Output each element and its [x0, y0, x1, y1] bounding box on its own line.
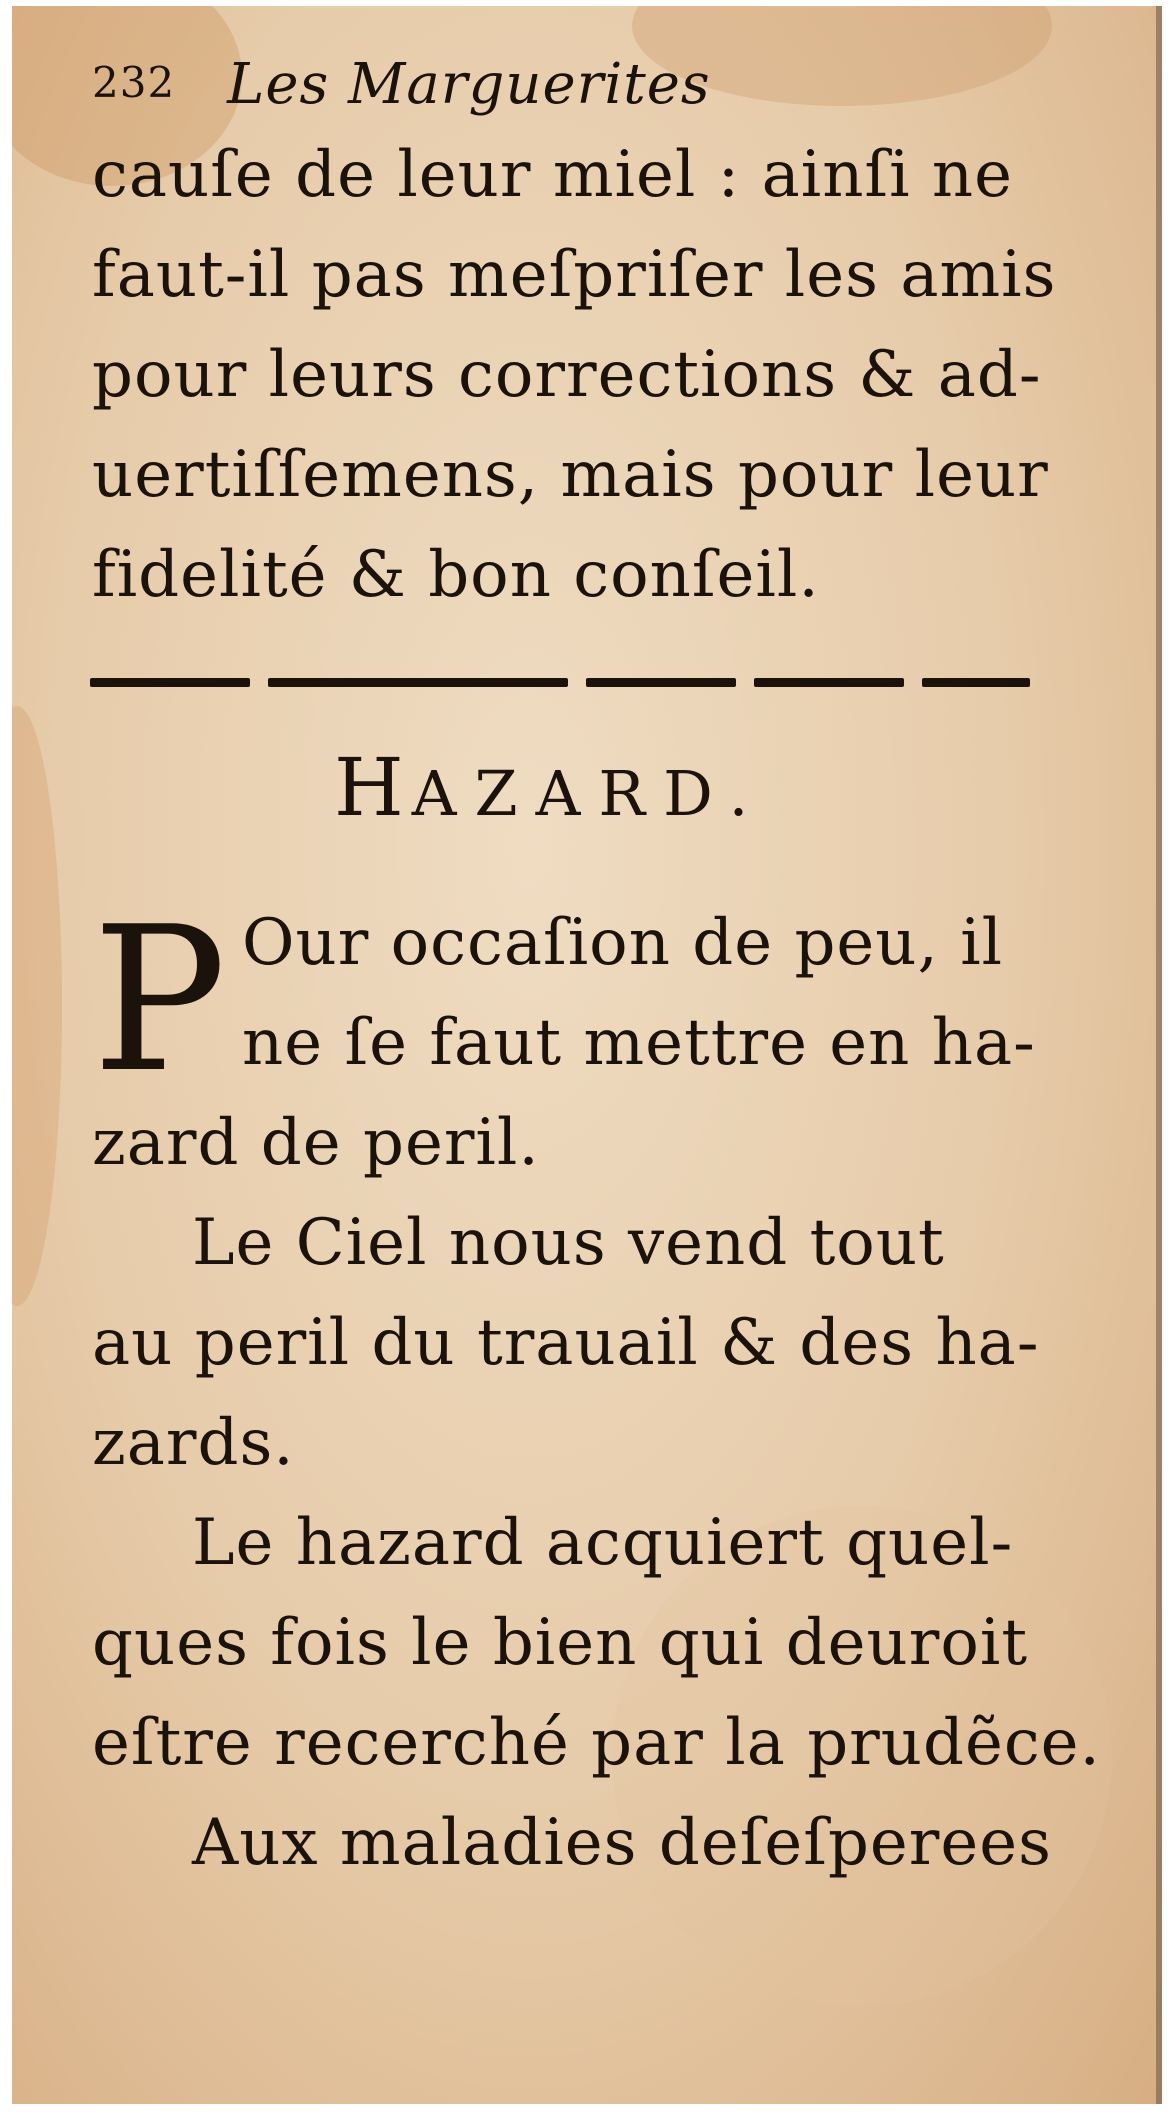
section-divider [90, 678, 1030, 692]
text-line: Aux maladies deſeſperees [192, 1806, 1052, 1880]
page-number: 232 [92, 58, 176, 107]
text-line: faut-il pas meſpriſer les amis [92, 238, 1057, 312]
text-line: zard de peril. [92, 1106, 540, 1180]
running-title: Les Marguerites [227, 52, 711, 117]
page-gutter-edge [1156, 6, 1162, 2104]
text-line: cauſe de leur miel : ainſi ne [92, 138, 1013, 212]
text-line: fidelité & bon conſeil. [92, 538, 820, 612]
section-title: HAZARD. [334, 741, 767, 834]
text-line: au peril du trauail & des ha- [92, 1306, 1040, 1380]
text-line: uertiſſemens, mais pour leur [92, 438, 1049, 512]
text-line: Le hazard acquiert quel- [192, 1506, 1014, 1580]
paper-stain [12, 706, 62, 1306]
text-line: ques fois le bien qui deuroit [92, 1606, 1029, 1680]
text-line: Our occaſion de peu, il [242, 906, 1004, 980]
running-header [92, 52, 711, 117]
book-page [12, 6, 1162, 2104]
text-line: eſtre recerché par la prudẽce. [92, 1706, 1101, 1780]
text-line: Le Ciel nous vend tout [192, 1206, 945, 1280]
drop-cap: P [92, 884, 227, 1117]
text-line: zards. [92, 1406, 295, 1480]
text-line: ne ſe faut mettre en ha- [242, 1006, 1036, 1080]
text-line: pour leurs corrections & ad- [92, 338, 1042, 412]
